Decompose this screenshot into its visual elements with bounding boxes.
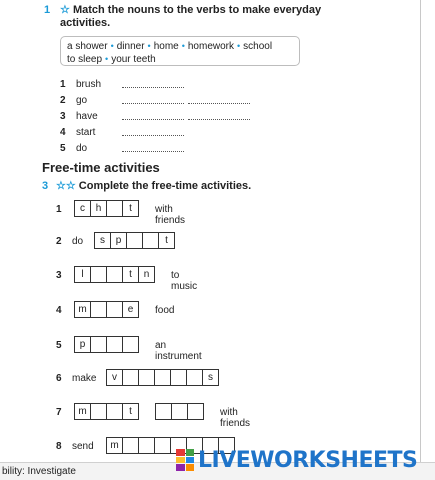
letter-box: t [122, 200, 139, 217]
item-number: 4 [60, 127, 66, 138]
letter-box[interactable] [122, 336, 139, 353]
verb-text: brush [76, 79, 102, 90]
letter-box[interactable] [106, 336, 123, 353]
answer-line[interactable] [122, 103, 184, 104]
word-bank-line-1 [67, 40, 293, 53]
item-number: 3 [56, 270, 62, 281]
answer-line[interactable] [122, 135, 184, 136]
exercise-3-title [56, 180, 251, 193]
letter-box[interactable] [106, 200, 123, 217]
letter-box: t [122, 266, 139, 283]
letter-box: m [74, 301, 91, 318]
page-edge-line [420, 0, 421, 462]
exercise-1-title [60, 4, 321, 30]
star-icon: ☆ [60, 4, 70, 16]
letter-box[interactable] [154, 437, 171, 454]
word-bank-item: homework [187, 41, 235, 52]
letter-box[interactable] [187, 403, 204, 420]
item-number: 6 [56, 373, 62, 384]
suffix-text: to music [171, 270, 198, 292]
verb-text: start [76, 127, 96, 138]
item-number: 8 [56, 441, 62, 452]
suffix-text: with friends [155, 204, 186, 226]
verb-text: go [76, 95, 88, 106]
answer-line[interactable] [122, 87, 184, 88]
prefix-word: send [72, 441, 94, 452]
letter-box: e [122, 301, 139, 318]
letter-box[interactable] [126, 232, 143, 249]
letter-box: c [74, 200, 91, 217]
item-number: 1 [60, 79, 66, 90]
bullet-separator: • [237, 41, 241, 51]
letter-box[interactable] [170, 369, 187, 386]
word-bank-item: dinner [116, 41, 145, 52]
word-bank [60, 36, 300, 66]
bullet-separator: • [105, 54, 109, 64]
exercise-1-title-line1: Match the nouns to the verbs to make everyday [72, 4, 322, 16]
letter-box: s [202, 369, 219, 386]
letter-box[interactable] [155, 403, 172, 420]
logo-mark-icon [176, 449, 194, 471]
exercise-3-number: 3 [42, 180, 49, 192]
word-bank-item: to sleep [67, 54, 103, 65]
item-number: 5 [56, 340, 62, 351]
section-title: Free-time activities [42, 160, 160, 175]
item-number: 5 [60, 143, 66, 154]
letter-box: h [90, 200, 107, 217]
item-number: 2 [60, 95, 66, 106]
answer-line[interactable] [188, 103, 250, 104]
letter-box[interactable] [171, 403, 188, 420]
letter-box[interactable] [138, 437, 155, 454]
letter-boxes [106, 369, 218, 386]
letter-box[interactable] [106, 266, 123, 283]
item-number: 1 [56, 204, 62, 215]
letter-box: t [122, 403, 139, 420]
suffix-text: food [155, 305, 175, 316]
bullet-separator: • [181, 41, 185, 51]
status-bar-text[interactable]: bility: Investigate [2, 466, 76, 477]
item-number: 4 [56, 305, 62, 316]
verb-text: do [76, 143, 88, 154]
exercise-3-title-text: Complete the free-time activities. [78, 180, 252, 192]
letter-boxes [74, 336, 138, 353]
verb-text: have [76, 111, 98, 122]
stars-icon: ☆☆ [56, 180, 76, 192]
exercise-1-title-line2: activities. [60, 17, 111, 29]
letter-box[interactable] [122, 437, 139, 454]
letter-box[interactable] [90, 336, 107, 353]
letter-box[interactable] [122, 369, 139, 386]
item-number: 7 [56, 407, 62, 418]
word-bank-item: a shower [67, 41, 108, 52]
letter-box[interactable] [186, 369, 203, 386]
letter-box: m [106, 437, 123, 454]
bullet-separator: • [110, 41, 114, 51]
letter-box[interactable] [138, 369, 155, 386]
suffix-text: with friends [220, 407, 251, 429]
letter-box: t [158, 232, 175, 249]
word-bank-item: school [243, 41, 273, 52]
letter-box[interactable] [154, 369, 171, 386]
letter-box: v [106, 369, 123, 386]
letter-boxes [155, 403, 203, 420]
prefix-word: do [72, 236, 84, 247]
letter-box: m [74, 403, 91, 420]
answer-line[interactable] [122, 119, 184, 120]
letter-box: l [74, 266, 91, 283]
logo-text: LIVEWORKSHEETS [198, 447, 418, 473]
answer-line[interactable] [188, 119, 250, 120]
letter-box[interactable] [142, 232, 159, 249]
word-bank-item: your teeth [111, 54, 156, 65]
letter-box: n [138, 266, 155, 283]
letter-box[interactable] [90, 266, 107, 283]
letter-boxes [94, 232, 174, 249]
bullet-separator: • [147, 41, 151, 51]
word-bank-item: home [153, 41, 179, 52]
letter-boxes [74, 301, 138, 318]
letter-box[interactable] [90, 301, 107, 318]
prefix-word: make [72, 373, 97, 384]
liveworksheets-logo [176, 445, 417, 475]
item-number: 3 [60, 111, 66, 122]
suffix-text: an instrument [155, 340, 202, 362]
letter-box: p [74, 336, 91, 353]
letter-boxes [74, 403, 138, 420]
letter-box: p [110, 232, 127, 249]
answer-line[interactable] [122, 151, 184, 152]
item-number: 2 [56, 236, 62, 247]
exercise-1-number: 1 [44, 4, 51, 16]
letter-box: s [94, 232, 111, 249]
letter-boxes [74, 200, 138, 217]
letter-box[interactable] [90, 403, 107, 420]
word-bank-line-2 [67, 53, 293, 66]
letter-box[interactable] [106, 301, 123, 318]
letter-boxes [74, 266, 154, 283]
letter-box[interactable] [106, 403, 123, 420]
